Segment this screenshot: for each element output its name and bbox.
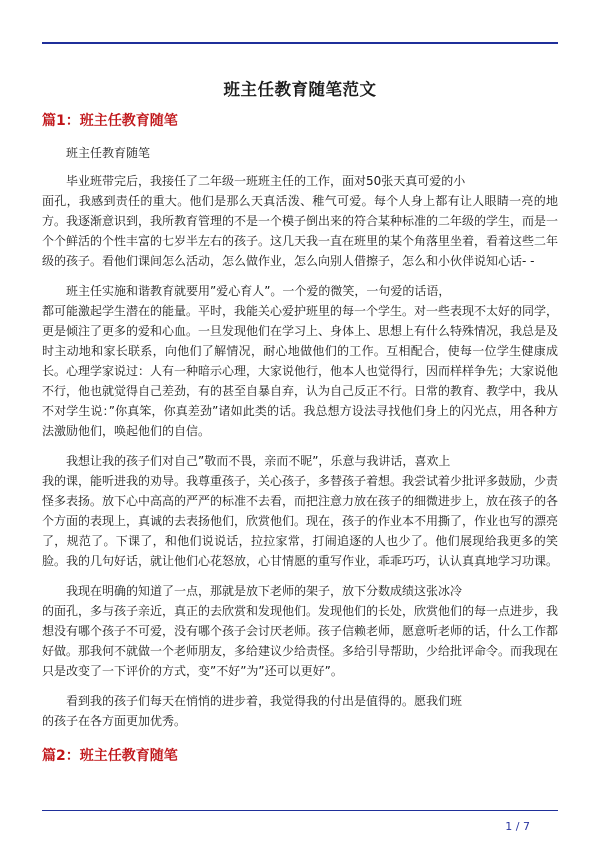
document-title: 班主任教育随笔范文 [223,80,377,99]
page-number: 1 / 7 [505,820,530,833]
section-1-heading: 篇1：班主任教育随笔 [42,113,178,129]
paragraph-4 [42,581,558,681]
header-rule [42,42,558,44]
paragraph-2 [42,281,558,441]
paragraph-2-body: 都可能激起学生潜在的能量。平时，我能关心爱护班里的每一个学生。对一些表现不太好的同学，更是倾注了更多的爱和心血。一旦发现他们在学习上、身体上、思想上有什么特殊情况，我总是及时主动地和家长联系，向他们了解情况，耐心地做他们的工作。互相配合，使每一位学生健康成长。心理学家说过：人有一种暗示心理，大家说他行，他本人也觉得行，因而样样争先；大家说他不行，他也就觉得自己差劲，有的甚至自暴自弃，认为自己反正不行。日常的教育、教学中，我从不对学生说：”你真笨，你真差劲”诸如此类的话。我总想方设法寻找他们身上的闪光点，用各种方法激励他们，唤起他们的自信。 [42,304,559,438]
footer-rule [42,810,558,811]
paragraph-3 [42,451,558,571]
paragraph-4-body: 的面孔，多与孩子亲近，真正的去欣赏和发现他们。发现他们的长处，欣赏他们的每一点进步，我想没有哪个孩子不可爱，没有哪个孩子会讨厌老师。孩子信赖老师，愿意听老师的话，什么工作都好做。那我何不就做一个老师朋友，多给建议少给责怪。多给引导帮助，少给批评命令。而我现在只是改变了一下评价的方式，变”不好”为”还可以更好”。 [42,604,559,678]
paragraph-1 [42,171,558,271]
paragraph-1-body: 面孔，我感到责任的重大。他们是那么天真活泼、稚气可爱。每个人身上都有让人眼睛一亮的地方。我逐渐意识到，我所教育管理的不是一个模子倒出来的符合某种标准的二年级的学生，而是一个个鲜活的个性丰富的七岁半左右的孩子。这几天我一直在班里的某个角落里坐着，看着这些二年级的孩子。看他们课间怎么活动，怎么做作业，怎么向别人借擦子，怎么和小伙伴说知心话- - [42,194,559,268]
paragraph-2-first-line: 班主任实施和谐教育就要用”爱心育人”。一个爱的微笑，一句爱的话语， [66,284,451,298]
paragraph-3-body: 我的课，能听进我的劝导。我尊重孩子，关心孩子，多替孩子着想。我尝试着少批评多鼓励，少责怪多表扬。放下心中高高的严严的标准不去看，而把注意力放在孩子的细微进步上，放在孩子的各个方面的表现上，真诚的去表扬他们，欣赏他们。现在，孩子的作业本不用撕了，作业也写的漂亮了，规范了。下课了，和他们说说话，拉拉家常，打闹追逐的人也少了。他们展现给我更多的笑脸。我的几句好话，就让他们心花怒放，心甘情愿的重写作业，乖乖巧巧，认认真真地学习功课。 [42,474,559,568]
paragraph-5 [42,691,558,731]
paragraph-4-first-line: 我现在明确的知道了一点，那就是放下老师的架子，放下分数成绩这张冰冷 [66,584,463,598]
paragraph-5-first-line: 看到我的孩子们每天在悄悄的进步着，我觉得我的付出是值得的。愿我们班 [66,694,463,708]
section-2-heading: 篇2：班主任教育随笔 [42,748,178,764]
document-page [42,76,558,775]
paragraph-3-first-line: 我想让我的孩子们对自己”敬而不畏，亲而不昵”，乐意与我讲话，喜欢上 [66,454,451,468]
section-1-subtitle: 班主任教育随笔 [66,146,151,160]
paragraph-5-body: 的孩子在各方面更加优秀。 [42,714,187,728]
paragraph-1-first-line: 毕业班带完后，我接任了二年级一班班主任的工作，面对50张天真可爱的小 [66,174,466,188]
